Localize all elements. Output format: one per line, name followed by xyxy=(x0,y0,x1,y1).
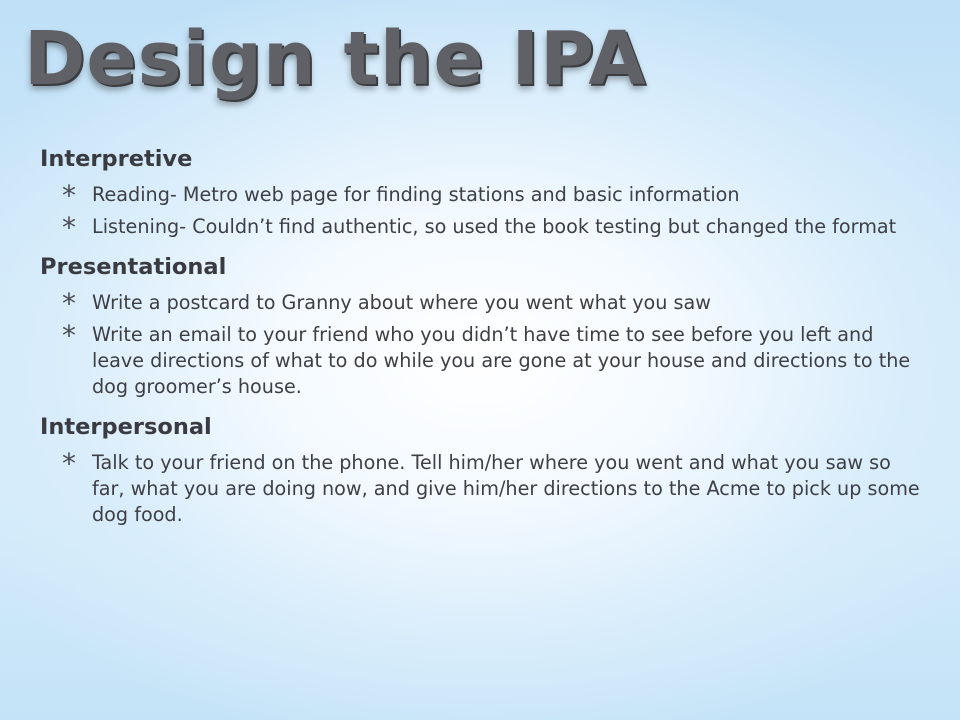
slide-body xyxy=(40,142,920,528)
section-heading: Interpretive xyxy=(40,146,193,172)
asterisk-bullet-icon: * xyxy=(62,319,76,352)
list-item xyxy=(40,287,920,320)
list-item-text: Talk to your friend on the phone. Tell him/her where you went and what you saw so far, what you are doing now, and give him/her directions to the Acme to pick up some dog food. xyxy=(92,451,920,526)
list-item xyxy=(40,447,920,528)
section-interpretive xyxy=(40,142,920,244)
list-item xyxy=(40,211,920,244)
slide-title: Design the IPA xyxy=(24,16,647,102)
asterisk-bullet-icon: * xyxy=(62,447,76,480)
asterisk-bullet-icon: * xyxy=(62,179,76,212)
list-item-text: Listening- Couldn’t find authentic, so used the book testing but changed the format xyxy=(92,215,897,238)
asterisk-bullet-icon: * xyxy=(62,287,76,320)
section-interpersonal xyxy=(40,410,920,528)
asterisk-bullet-icon: * xyxy=(62,211,76,244)
list-item-text: Reading- Metro web page for finding stations and basic information xyxy=(92,183,740,206)
list-item xyxy=(40,179,920,212)
list-item-text: Write an email to your friend who you didn’t have time to see before you left and leave directions of what to do while you are gone at your house and directions to the dog groomer’s house. xyxy=(92,323,911,398)
section-heading: Interpersonal xyxy=(40,414,212,440)
list-item-text: Write a postcard to Granny about where you went what you saw xyxy=(92,291,712,314)
section-heading: Presentational xyxy=(40,254,227,280)
list-item xyxy=(40,319,920,400)
section-presentational xyxy=(40,250,920,400)
